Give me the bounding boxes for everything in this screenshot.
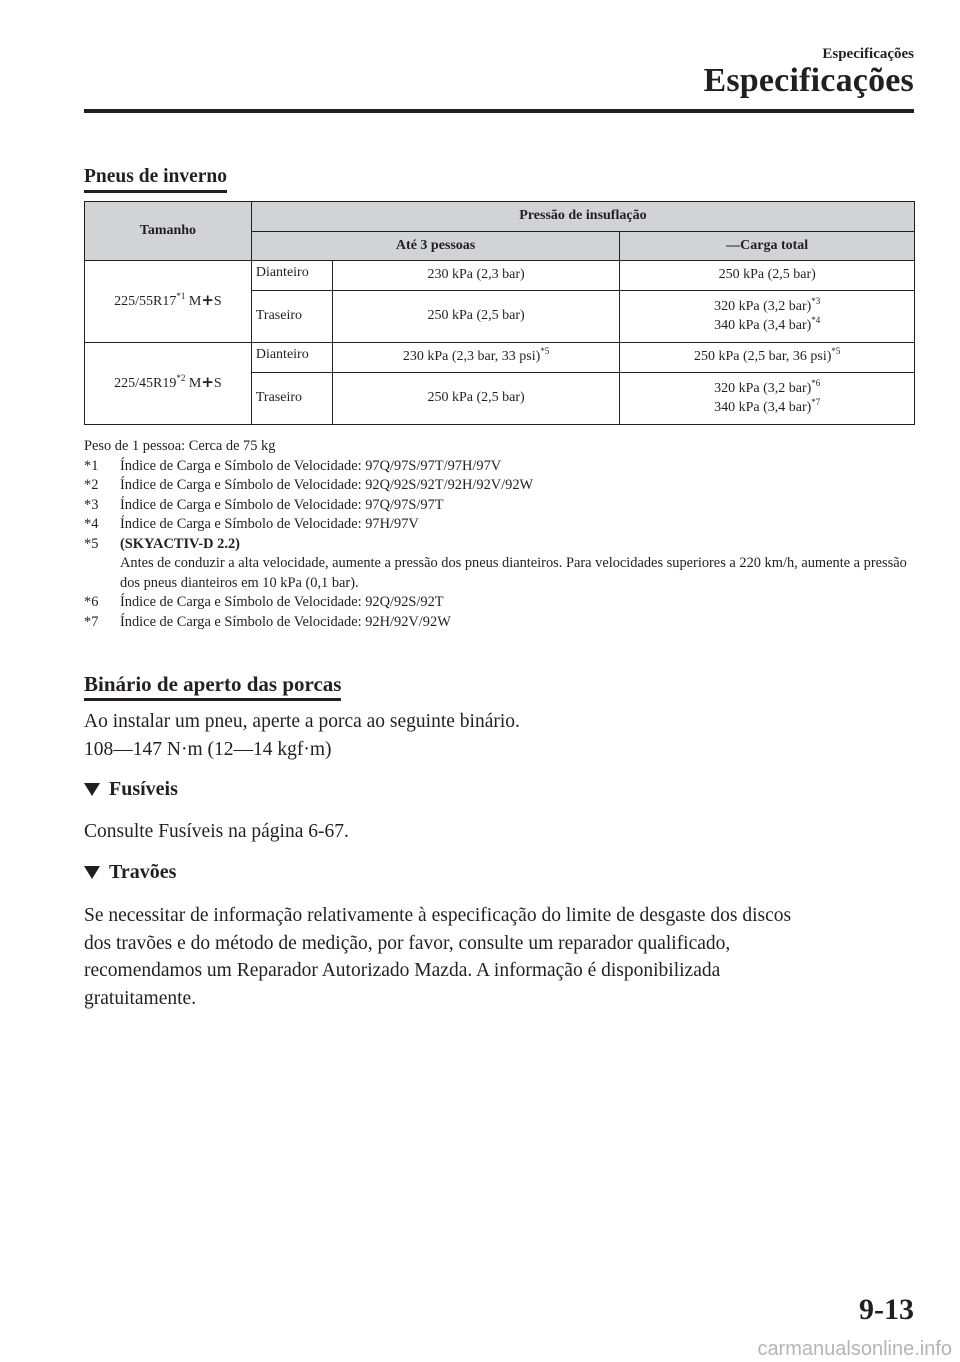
header-section-small: Especificações	[822, 46, 914, 62]
position-rear: Traseiro	[251, 373, 332, 425]
position-front: Dianteiro	[251, 343, 332, 373]
torque-heading: Binário de aperto das porcas	[84, 674, 341, 701]
table-row	[85, 261, 915, 291]
value-cell: 250 kPa (2,5 bar, 36 psi)$^{*5}$	[620, 343, 915, 373]
footnote: *5 (SKYACTIV-D 2.2) Antes de conduzir a alta velocidade, aumente a pressão dos pneus dianteiros. Para velocidades superiores a 220 km/h, aumente a pressão dos pneus dianteiros em 10 kPa (0,1 bar).	[84, 535, 907, 591]
footnote: *6 Índice de Carga e Símbolo de Velocidade: 92Q/92S/92T	[84, 594, 444, 610]
position-rear: Traseiro	[251, 291, 332, 343]
footnote: *1 Índice de Carga e Símbolo de Velocidade: 97Q/97S/97T/97H/97V	[84, 457, 502, 474]
fuses-heading: Fusíveis	[84, 778, 178, 801]
tire-size-cell: 225/55R17$^{*1}$ M+S	[85, 261, 252, 343]
fuses-text: Consulte Fusíveis na página 6-67.	[84, 821, 349, 842]
value-cell: 250 kPa (2,5 bar)	[332, 373, 620, 425]
triangle-down-icon	[84, 783, 100, 796]
tire-pressure-table	[84, 201, 915, 425]
value-cell: 230 kPa (2,3 bar, 33 psi)$^{*5}$	[332, 343, 620, 373]
col-header-full-load: ―Carga total	[620, 232, 915, 261]
footnote: *4 Índice de Carga e Símbolo de Velocidade: 97H/97V	[84, 516, 419, 532]
header-rule	[84, 109, 914, 113]
value-cell: 250 kPa (2,5 bar)	[332, 291, 620, 343]
value-cell: 320 kPa (3,2 bar)$^{*6}$ 340 kPa (3,4 bar)$^{*7}$	[620, 373, 915, 425]
brakes-heading: Travões	[84, 861, 176, 884]
watermark: carmanualsonline.info	[757, 1338, 952, 1360]
plus-icon: +	[201, 373, 214, 392]
footnote: *2 Índice de Carga e Símbolo de Velocidade: 92Q/92S/92T/92H/92V/92W	[84, 477, 534, 493]
col-header-size: Tamanho	[85, 202, 252, 261]
winter-tires-heading: Pneus de inverno	[84, 167, 227, 193]
torque-text: Ao instalar um pneu, aperte a porca ao seguinte binário. 108―147 N·m (12―14 kgf·m)	[84, 711, 520, 760]
header-section-title: Especificações	[703, 62, 914, 99]
value-cell: 230 kPa (2,3 bar)	[332, 261, 620, 291]
position-front: Dianteiro	[251, 261, 332, 291]
footnotes	[84, 437, 914, 632]
value-cell: 250 kPa (2,5 bar)	[620, 261, 915, 291]
person-weight-note: Peso de 1 pessoa: Cerca de 75 kg	[84, 438, 276, 454]
triangle-down-icon	[84, 866, 100, 879]
page-number: 9-13	[859, 1293, 914, 1326]
footnote: *3 Índice de Carga e Símbolo de Velocidade: 97Q/97S/97T	[84, 496, 444, 513]
value-cell: 320 kPa (3,2 bar)$^{*3}$ 340 kPa (3,4 bar)$^{*4}$	[620, 291, 915, 343]
plus-icon: +	[201, 291, 214, 310]
col-header-pressure: Pressão de insuflação	[251, 202, 914, 232]
tire-size-cell: 225/45R19$^{*2}$ M+S	[85, 343, 252, 425]
footnote: *7 Índice de Carga e Símbolo de Velocidade: 92H/92V/92W	[84, 613, 451, 630]
brakes-text: Se necessitar de informação relativamente à especificação do limite de desgaste dos discos dos travões e do método de medição, por favor, consulte um reparador qualificado, recomendamos um Reparador Autorizado Mazda. A informação é disponibilizada gratuitamente.	[84, 905, 792, 1009]
col-header-up-to-3: Até 3 pessoas	[251, 232, 620, 261]
table-row	[85, 343, 915, 373]
